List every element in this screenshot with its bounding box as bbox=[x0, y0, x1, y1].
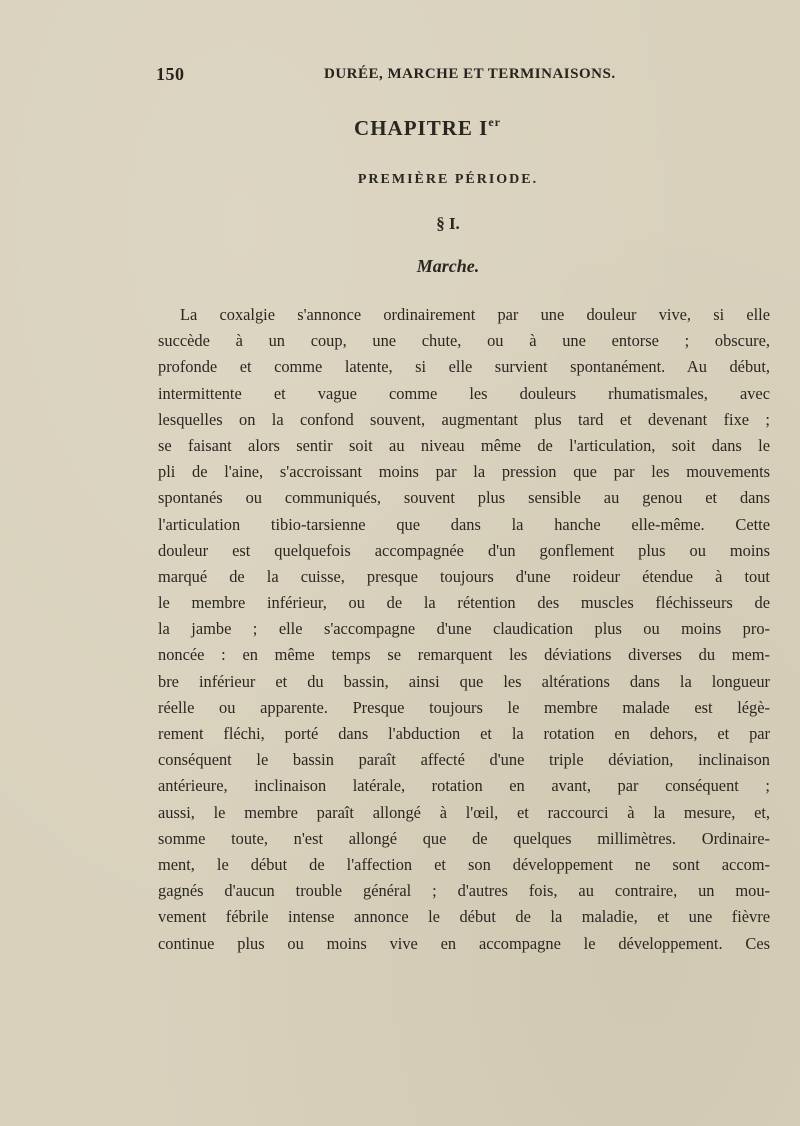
text-line: l'articulation tibio-tarsienne que dans la hanche elle-même. Cette bbox=[158, 514, 770, 534]
text-line: spontanés ou communiqués, souvent plus sensible au genou et dans bbox=[158, 488, 770, 508]
running-head-title: DURÉE, MARCHE ET TERMINAISONS. bbox=[324, 66, 616, 82]
period-title: PREMIÈRE PÉRIODE. bbox=[357, 172, 539, 187]
chapter-title-superscript: er bbox=[488, 115, 501, 129]
text-line: lesquelles on la confond souvent, augmentant plus tard et devenant fixe ; bbox=[158, 409, 770, 429]
page-number: 150 bbox=[156, 64, 185, 84]
body-paragraph bbox=[158, 302, 770, 957]
text-line: se faisant alors sentir soit au niveau même de l'articulation, soit dans le bbox=[158, 435, 770, 455]
text-line: réelle ou apparente. Presque toujours le membre malade est légè- bbox=[158, 697, 770, 717]
text-line: marqué de la cuisse, presque toujours d'une roideur étendue à tout bbox=[158, 566, 770, 586]
text-line: douleur est quelquefois accompagnée d'un gonflement plus ou moins bbox=[158, 540, 770, 560]
running-head bbox=[156, 64, 616, 86]
text-line: bre inférieur et du bassin, ainsi que les altérations dans la longueur bbox=[158, 671, 770, 691]
section-number: § I. bbox=[436, 214, 460, 233]
text-line: profonde et comme latente, si elle survient spontanément. Au début, bbox=[158, 357, 770, 377]
text-line: ment, le début de l'affection et son développement ne sont accom- bbox=[158, 854, 770, 874]
text-line: La coxalgie s'annonce ordinairement par une douleur vive, si elle bbox=[180, 305, 770, 324]
text-line: conséquent le bassin paraît affecté d'une triple déviation, inclinaison bbox=[158, 750, 770, 770]
text-line: rement fléchi, porté dans l'abduction et la rotation en dehors, et par bbox=[158, 724, 770, 743]
section-title: Marche. bbox=[416, 256, 480, 276]
text-line: noncée : en même temps se remarquent les déviations diverses du mem- bbox=[158, 645, 770, 665]
text-line: la jambe ; elle s'accompagne d'une claudication plus ou moins pro- bbox=[158, 619, 770, 639]
text-line: intermittente et vague comme les douleurs rhumatismales, avec bbox=[158, 383, 770, 403]
text-line: succède à un coup, une chute, ou à une entorse ; obscure, bbox=[158, 331, 770, 351]
chapter-title-text: CHAPITRE I bbox=[354, 116, 489, 140]
text-line: gagnés d'aucun trouble général ; d'autres fois, au contraire, un mou- bbox=[158, 881, 770, 901]
text-line: vement fébrile intense annonce le début de la maladie, et une fièvre bbox=[158, 907, 770, 927]
text-line: antérieure, inclinaison latérale, rotation en avant, par conséquent ; bbox=[158, 776, 770, 796]
text-line: somme toute, n'est allongé que de quelques millimètres. Ordinaire- bbox=[158, 828, 770, 848]
text-line: le membre inférieur, ou de la rétention des muscles fléchisseurs de bbox=[158, 593, 770, 613]
chapter-title bbox=[0, 116, 800, 141]
text-line: aussi, le membre paraît allongé à l'œil, et raccourci à la mesure, et, bbox=[158, 802, 770, 822]
text-line: continue plus ou moins vive en accompagne le développement. Ces bbox=[158, 933, 770, 953]
text-line: pli de l'aine, s'accroissant moins par la pression que par les mouvements bbox=[158, 462, 770, 482]
